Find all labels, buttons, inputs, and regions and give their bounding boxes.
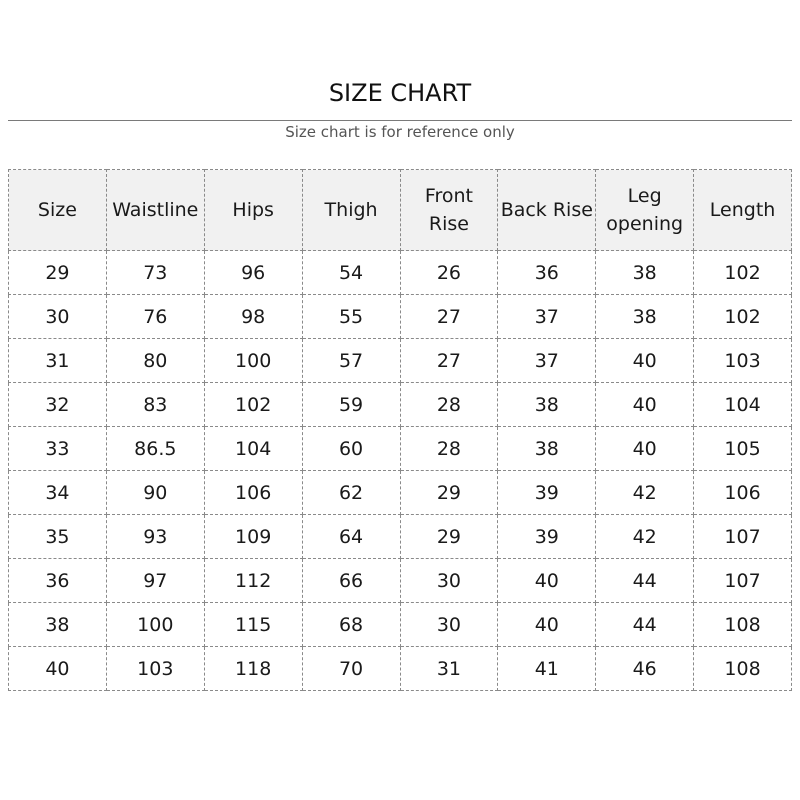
table-cell: 42 bbox=[596, 471, 694, 515]
column-header bbox=[400, 170, 498, 251]
table-row bbox=[9, 251, 792, 295]
column-header bbox=[694, 170, 792, 251]
table-cell: 42 bbox=[596, 515, 694, 559]
page-subtitle: Size chart is for reference only bbox=[285, 123, 515, 141]
table-cell: 27 bbox=[400, 295, 498, 339]
column-header bbox=[9, 170, 107, 251]
table-row bbox=[9, 427, 792, 471]
column-header bbox=[596, 170, 694, 251]
table-cell: 112 bbox=[204, 559, 302, 603]
table-cell: 30 bbox=[400, 559, 498, 603]
table-cell: 100 bbox=[106, 603, 204, 647]
table-cell: 115 bbox=[204, 603, 302, 647]
table-cell: 102 bbox=[694, 251, 792, 295]
column-header-label: Length bbox=[709, 199, 776, 221]
table-cell: 83 bbox=[106, 383, 204, 427]
table-cell: 44 bbox=[596, 603, 694, 647]
table-cell: 40 bbox=[498, 603, 596, 647]
table-cell: 55 bbox=[302, 295, 400, 339]
table-cell: 30 bbox=[400, 603, 498, 647]
table-cell: 36 bbox=[498, 251, 596, 295]
table-cell: 68 bbox=[302, 603, 400, 647]
table-cell: 105 bbox=[694, 427, 792, 471]
table-row bbox=[9, 383, 792, 427]
table-row bbox=[9, 471, 792, 515]
table-row bbox=[9, 603, 792, 647]
column-header-label: Hips bbox=[232, 199, 274, 221]
table-cell: 29 bbox=[400, 515, 498, 559]
table-cell: 44 bbox=[596, 559, 694, 603]
table-cell: 90 bbox=[106, 471, 204, 515]
table-cell: 108 bbox=[694, 647, 792, 691]
column-header-label: opening bbox=[606, 213, 684, 235]
table-cell: 28 bbox=[400, 427, 498, 471]
table-cell: 38 bbox=[498, 427, 596, 471]
table-cell: 64 bbox=[302, 515, 400, 559]
column-header-label: Size bbox=[37, 199, 77, 221]
table-cell: 46 bbox=[596, 647, 694, 691]
table-cell: 62 bbox=[302, 471, 400, 515]
table-cell: 41 bbox=[498, 647, 596, 691]
table-cell: 36 bbox=[9, 559, 107, 603]
header-row bbox=[9, 170, 792, 251]
table-cell: 106 bbox=[204, 471, 302, 515]
table-cell: 93 bbox=[106, 515, 204, 559]
column-header-label: Back Rise bbox=[500, 199, 593, 221]
table-body bbox=[9, 251, 792, 691]
table-cell: 37 bbox=[498, 295, 596, 339]
table-cell: 80 bbox=[106, 339, 204, 383]
table-row bbox=[9, 295, 792, 339]
column-header-label: Leg bbox=[627, 185, 662, 207]
table-cell: 34 bbox=[9, 471, 107, 515]
table-cell: 60 bbox=[302, 427, 400, 471]
table-cell: 29 bbox=[9, 251, 107, 295]
table-cell: 108 bbox=[694, 603, 792, 647]
table-cell: 76 bbox=[106, 295, 204, 339]
table-cell: 103 bbox=[106, 647, 204, 691]
table-cell: 39 bbox=[498, 471, 596, 515]
column-header bbox=[302, 170, 400, 251]
table-cell: 38 bbox=[596, 295, 694, 339]
table-cell: 30 bbox=[9, 295, 107, 339]
table-cell: 57 bbox=[302, 339, 400, 383]
column-header-label: Rise bbox=[428, 213, 469, 235]
table-cell: 70 bbox=[302, 647, 400, 691]
table-cell: 40 bbox=[498, 559, 596, 603]
table-cell: 66 bbox=[302, 559, 400, 603]
table-row bbox=[9, 559, 792, 603]
column-header-label: Thigh bbox=[324, 199, 378, 221]
table-cell: 27 bbox=[400, 339, 498, 383]
table-cell: 102 bbox=[694, 295, 792, 339]
table-cell: 104 bbox=[694, 383, 792, 427]
table-cell: 100 bbox=[204, 339, 302, 383]
table-cell: 28 bbox=[400, 383, 498, 427]
table-cell: 107 bbox=[694, 515, 792, 559]
table-row bbox=[9, 515, 792, 559]
table-cell: 97 bbox=[106, 559, 204, 603]
table-cell: 40 bbox=[9, 647, 107, 691]
table-cell: 118 bbox=[204, 647, 302, 691]
column-header bbox=[204, 170, 302, 251]
table-cell: 37 bbox=[498, 339, 596, 383]
table-cell: 38 bbox=[9, 603, 107, 647]
table-cell: 98 bbox=[204, 295, 302, 339]
table-cell: 102 bbox=[204, 383, 302, 427]
column-header-label: Front bbox=[424, 185, 473, 207]
table-cell: 38 bbox=[498, 383, 596, 427]
table-cell: 38 bbox=[596, 251, 694, 295]
table-row bbox=[9, 339, 792, 383]
table-header bbox=[9, 170, 792, 251]
table-cell: 40 bbox=[596, 383, 694, 427]
table-cell: 59 bbox=[302, 383, 400, 427]
table-cell: 39 bbox=[498, 515, 596, 559]
table-cell: 96 bbox=[204, 251, 302, 295]
table-cell: 107 bbox=[694, 559, 792, 603]
table-cell: 35 bbox=[9, 515, 107, 559]
table-cell: 31 bbox=[9, 339, 107, 383]
table-cell: 106 bbox=[694, 471, 792, 515]
size-chart-table bbox=[8, 169, 792, 691]
table-cell: 54 bbox=[302, 251, 400, 295]
column-header-label: Waistline bbox=[112, 199, 199, 221]
column-header bbox=[498, 170, 596, 251]
table-cell: 104 bbox=[204, 427, 302, 471]
table-cell: 26 bbox=[400, 251, 498, 295]
table-cell: 33 bbox=[9, 427, 107, 471]
table-cell: 29 bbox=[400, 471, 498, 515]
page-title: SIZE CHART bbox=[328, 79, 472, 107]
table-cell: 40 bbox=[596, 427, 694, 471]
table-cell: 103 bbox=[694, 339, 792, 383]
table-cell: 32 bbox=[9, 383, 107, 427]
table-row bbox=[9, 647, 792, 691]
table-cell: 86.5 bbox=[106, 427, 204, 471]
table-cell: 73 bbox=[106, 251, 204, 295]
table-cell: 40 bbox=[596, 339, 694, 383]
title-divider bbox=[8, 120, 792, 121]
column-header bbox=[106, 170, 204, 251]
table-cell: 31 bbox=[400, 647, 498, 691]
table-cell: 109 bbox=[204, 515, 302, 559]
